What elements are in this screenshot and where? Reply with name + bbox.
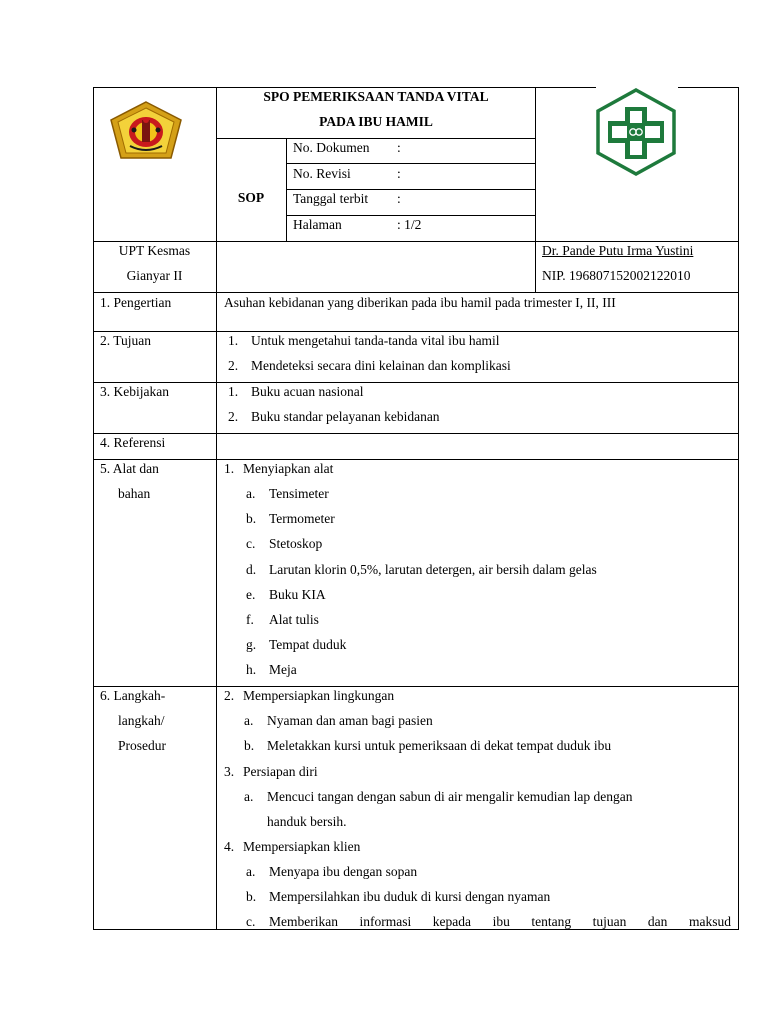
- meta-row-line-3: [286, 215, 536, 216]
- alat-heading-num: 1.: [224, 461, 235, 476]
- alat-item-num: b.: [246, 511, 257, 526]
- word: tentang: [531, 914, 572, 929]
- row-line-1: [93, 292, 739, 293]
- alat-item: Alat tulis: [269, 612, 319, 627]
- langkah-heading-num: 3.: [224, 764, 235, 779]
- label-column-divider: [216, 87, 217, 930]
- section-label-langkah-cont: Prosedur: [118, 738, 166, 753]
- title-bottom-border: [216, 138, 536, 139]
- right-border: [738, 87, 739, 930]
- alat-item: Meja: [269, 662, 297, 677]
- row-line-6: [93, 686, 739, 687]
- word: dan: [647, 914, 668, 929]
- langkah-item-num: a.: [244, 713, 254, 728]
- alat-item-num: c.: [246, 536, 256, 551]
- word: maksud: [688, 914, 731, 929]
- left-border: [93, 87, 94, 930]
- signer-name: Dr. Pande Putu Irma Yustini: [542, 243, 694, 258]
- langkah-item: Meletakkan kursi untuk pemeriksaan di dekat tempat duduk ibu: [267, 738, 612, 753]
- section-label-tujuan: 2. Tujuan: [100, 333, 152, 348]
- langkah-item: Mencuci tangan dengan sabun di air mengalir kemudian lap dengan: [267, 789, 633, 804]
- langkah-heading: Mempersiapkan klien: [243, 839, 361, 854]
- meta-label-dokumen: No. Dokumen: [293, 140, 370, 155]
- title-line-2: PADA IBU HAMIL: [319, 114, 433, 129]
- alat-item: Buku KIA: [269, 587, 326, 602]
- word: kepada: [432, 914, 472, 929]
- sop-label: SOP: [237, 190, 265, 205]
- top-border-right: [678, 87, 739, 88]
- langkah-item-num: b.: [246, 889, 257, 904]
- langkah-heading: Mempersiapkan lingkungan: [243, 688, 395, 703]
- langkah-item-num: a.: [244, 789, 254, 804]
- tujuan-item: Mendeteksi secara dini kelainan dan komplikasi: [251, 358, 511, 373]
- word: tujuan: [592, 914, 627, 929]
- langkah-heading: Persiapan diri: [243, 764, 318, 779]
- tujuan-item-num: 2.: [228, 358, 239, 373]
- langkah-item-num: c.: [246, 914, 256, 929]
- tujuan-item: Untuk mengetahui tanda-tanda vital ibu hamil: [251, 333, 500, 348]
- langkah-item: Menyapa ibu dengan sopan: [269, 864, 418, 879]
- meta-value-revisi: :: [397, 166, 401, 181]
- alat-item: Larutan klorin 0,5%, larutan detergen, air bersih dalam gelas: [269, 562, 597, 577]
- meta-label-revisi: No. Revisi: [293, 166, 351, 181]
- header-bottom-border: [93, 241, 739, 242]
- langkah-heading-num: 4.: [224, 839, 235, 854]
- pengertian-text: Asuhan kebidanan yang diberikan pada ibu hamil pada trimester I, II, III: [224, 295, 616, 310]
- section-label-pengertian: 1. Pengertian: [100, 295, 172, 310]
- row-line-3: [93, 382, 739, 383]
- meta-label-tanggal: Tanggal terbit: [293, 191, 369, 206]
- meta-label-halaman: Halaman: [293, 217, 342, 232]
- section-label-langkah: 6. Langkah-: [100, 688, 166, 703]
- sop-meta-divider: [286, 138, 287, 242]
- title-line-1: SPO PEMERIKSAAN TANDA VITAL: [263, 89, 489, 104]
- row-line-5: [93, 459, 739, 460]
- unit-line-2: Gianyar II: [126, 268, 183, 283]
- unit-line-1: UPT Kesmas: [118, 243, 191, 258]
- alat-item-num: d.: [246, 562, 257, 577]
- meta-row-line-1: [286, 163, 536, 164]
- alat-item-num: f.: [246, 612, 254, 627]
- regional-emblem-icon: [108, 100, 184, 162]
- signer-nip: NIP. 196807152002122010: [542, 268, 691, 283]
- alat-item-num: e.: [246, 587, 256, 602]
- section-label-alat-cont: bahan: [118, 486, 151, 501]
- row-line-4: [93, 433, 739, 434]
- langkah-item: Nyaman dan aman bagi pasien: [267, 713, 433, 728]
- alat-item-num: h.: [246, 662, 257, 677]
- alat-item: Tensimeter: [269, 486, 329, 501]
- section-label-langkah-cont: langkah/: [118, 713, 165, 728]
- health-cross-logo-icon: [594, 87, 678, 177]
- kebijakan-item: Buku standar pelayanan kebidanan: [251, 409, 440, 424]
- alat-item: Termometer: [269, 511, 335, 526]
- alat-item-num: g.: [246, 637, 257, 652]
- langkah-item-num: b.: [244, 738, 255, 753]
- kebijakan-item-num: 1.: [228, 384, 239, 399]
- alat-item: Tempat duduk: [269, 637, 347, 652]
- top-border-left: [93, 87, 596, 88]
- section-label-kebijakan: 3. Kebijakan: [100, 384, 169, 399]
- alat-item-num: a.: [246, 486, 256, 501]
- word: Memberikan: [269, 914, 338, 929]
- word: informasi: [359, 914, 412, 929]
- meta-value-halaman: : 1/2: [397, 217, 422, 232]
- alat-item: Stetoskop: [269, 536, 323, 551]
- meta-value-tanggal: :: [397, 191, 401, 206]
- langkah-item-num: a.: [246, 864, 256, 879]
- langkah-item-justified: [269, 914, 731, 930]
- section-label-alat: 5. Alat dan: [100, 461, 159, 476]
- row-line-2: [93, 331, 739, 332]
- meta-value-dokumen: :: [397, 140, 401, 155]
- tujuan-item-num: 1.: [228, 333, 239, 348]
- langkah-item: Mempersilahkan ibu duduk di kursi dengan nyaman: [269, 889, 551, 904]
- section-label-referensi: 4. Referensi: [100, 435, 166, 450]
- word: ibu: [492, 914, 510, 929]
- kebijakan-item-num: 2.: [228, 409, 239, 424]
- kebijakan-item: Buku acuan nasional: [251, 384, 364, 399]
- alat-heading: Menyiapkan alat: [243, 461, 334, 476]
- langkah-heading-num: 2.: [224, 688, 235, 703]
- langkah-item-cont: handuk bersih.: [267, 814, 347, 829]
- meta-row-line-2: [286, 189, 536, 190]
